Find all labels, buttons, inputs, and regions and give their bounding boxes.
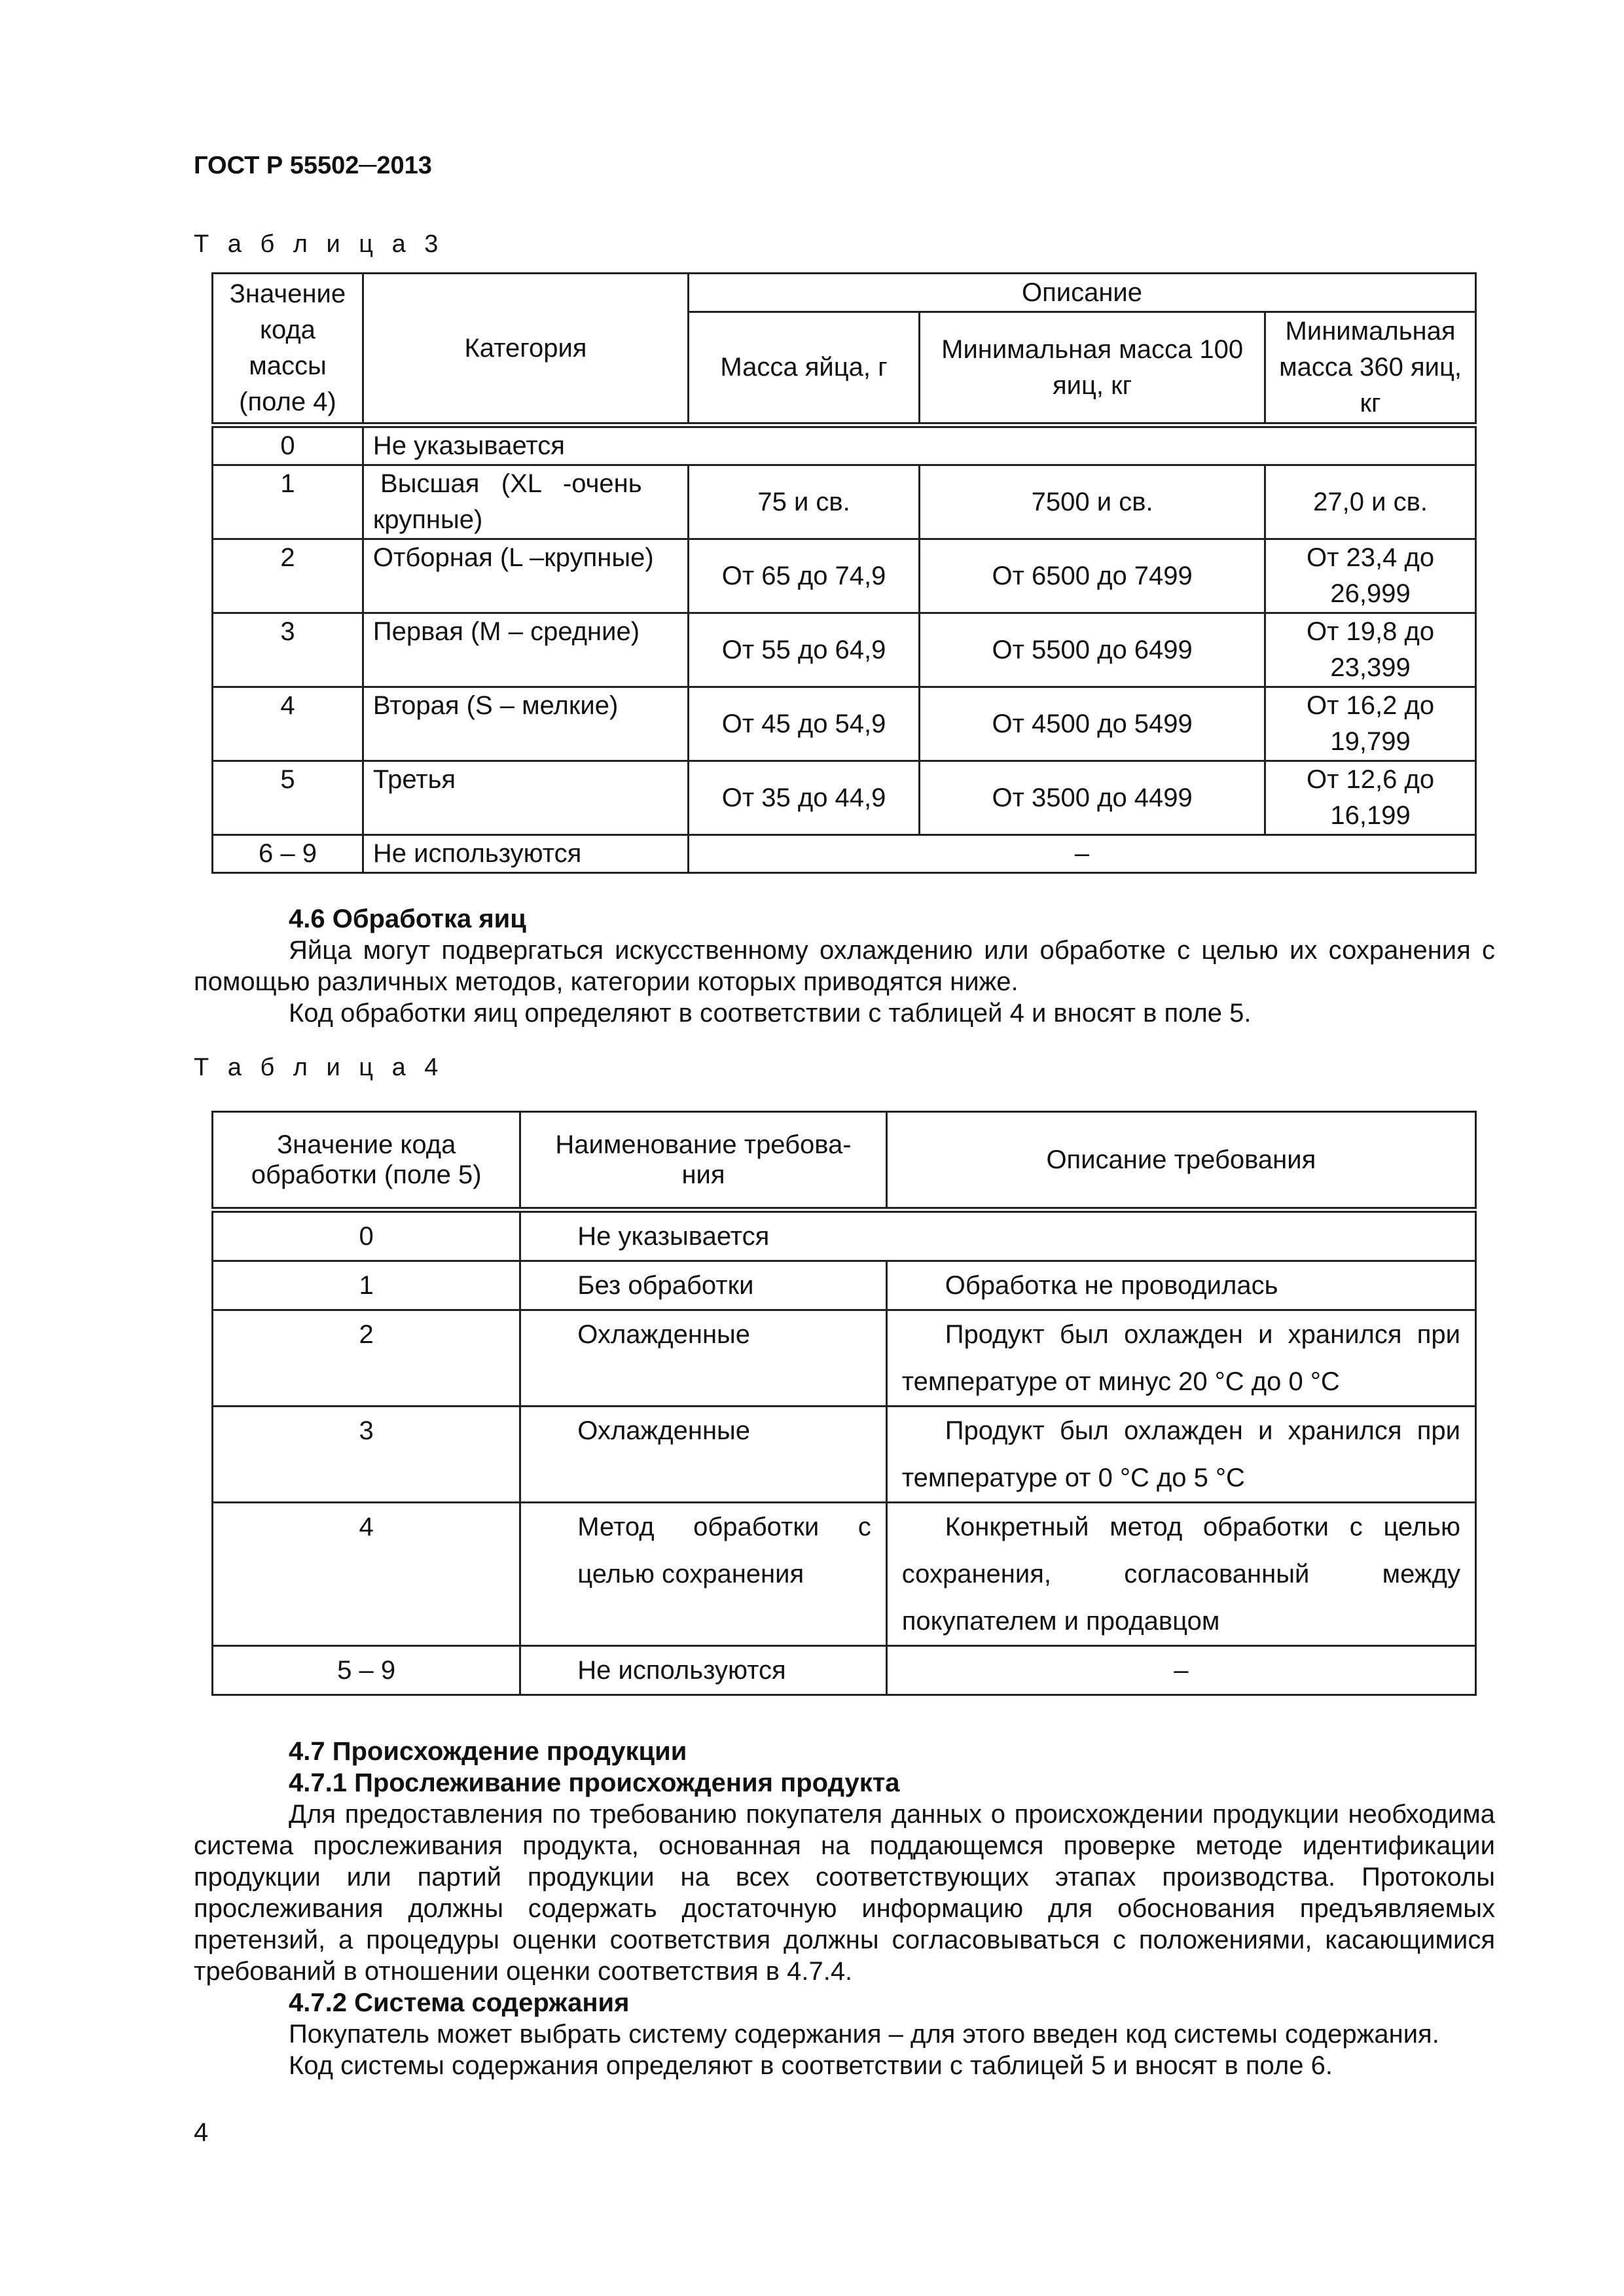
- t4-cell-name: Охлажденные: [520, 1407, 886, 1503]
- t3-cell-min100: 7500 и св.: [920, 465, 1265, 539]
- t3-cell-min100: От 3500 до 4499: [920, 761, 1265, 835]
- t3-cell-min360: От 16,2 до 19,799: [1265, 687, 1476, 761]
- t4-cell-name: Метод обработки с целью сохранения: [520, 1503, 886, 1646]
- t3-cell-min360: От 23,4 до 26,999: [1265, 539, 1476, 613]
- t4-cell-name: Не указывается: [520, 1210, 1476, 1261]
- t4-cell-desc: Конкретный метод обработки с целью сохранения, согласованный между покупателем и продавцом: [886, 1503, 1475, 1646]
- t3-cell-mass: От 65 до 74,9: [689, 539, 920, 613]
- paragraph: Яйца могут подвергаться искусственному охлаждению или обработке с целью их сохранения с помощью различных методов, категории которых приводятся ниже.: [194, 936, 1495, 996]
- table-row: [213, 1646, 1476, 1695]
- section-heading: 4.7 Происхождение продукции: [289, 1737, 687, 1766]
- t3-cell-min100: От 4500 до 5499: [920, 687, 1265, 761]
- table-row: [213, 1503, 1476, 1646]
- t3-header-description: Описание: [689, 274, 1476, 312]
- t3-cell-code: 5: [213, 761, 363, 835]
- table-row: [213, 465, 1476, 539]
- t3-cell-category: Третья: [363, 761, 688, 835]
- t3-cell-code: 4: [213, 687, 363, 761]
- t3-header-category: Категория: [363, 274, 688, 425]
- t4-cell-desc: Обработка не проводилась: [886, 1261, 1475, 1310]
- t3-cell-category: Высшая (XL -очень крупные): [363, 465, 688, 539]
- t4-cell-code: 1: [213, 1261, 520, 1310]
- table-row: [213, 1261, 1476, 1310]
- page-number: 4: [194, 2118, 209, 2147]
- t4-cell-code: 0: [213, 1210, 520, 1261]
- table3: [211, 272, 1477, 874]
- t3-header-min360: Минимальная масса 360 яиц, кг: [1265, 312, 1476, 425]
- t3-cell-mass: 75 и св.: [689, 465, 920, 539]
- t4-header-code: Значение кода обработки (поле 5): [213, 1112, 520, 1210]
- table4-caption: Т а б л и ц а 4: [194, 1054, 444, 1081]
- t3-cell-min360: От 12,6 до 16,199: [1265, 761, 1476, 835]
- paragraph: Код системы содержания определяют в соответствии с таблицей 5 и вносят в поле 6.: [289, 2051, 1333, 2080]
- t3-cell-min360: От 19,8 до 23,399: [1265, 613, 1476, 687]
- table-row: [213, 613, 1476, 687]
- t4-cell-code: 5 – 9: [213, 1646, 520, 1695]
- t3-cell-category: Не используются: [363, 835, 688, 873]
- t3-cell-dash: –: [689, 835, 1476, 873]
- t3-cell-category: Вторая (S – мелкие): [363, 687, 688, 761]
- table-row: [213, 687, 1476, 761]
- t3-cell-code: 3: [213, 613, 363, 687]
- t3-cell-code: 0: [213, 425, 363, 465]
- section-heading: 4.6 Обработка яиц: [289, 905, 526, 933]
- t4-cell-name: Не используются: [520, 1646, 886, 1695]
- table-row: [213, 1310, 1476, 1407]
- t4-cell-desc: –: [886, 1646, 1475, 1695]
- t3-cell-min100: От 5500 до 6499: [920, 613, 1265, 687]
- section-4-6: [194, 903, 1495, 1029]
- table-row: [213, 1210, 1476, 1261]
- t4-cell-name: Без обработки: [520, 1261, 886, 1310]
- t4-cell-code: 2: [213, 1310, 520, 1407]
- table4: [211, 1111, 1477, 1696]
- t3-cell-category: Первая (M – средние): [363, 613, 688, 687]
- t3-cell-mass: От 55 до 64,9: [689, 613, 920, 687]
- table-row: [213, 835, 1476, 873]
- t3-header-mass: Масса яйца, г: [689, 312, 920, 425]
- table-row: [213, 1407, 1476, 1503]
- table-row: [213, 425, 1476, 465]
- t3-cell-category: Не указывается: [363, 425, 1475, 465]
- t3-cell-min100: От 6500 до 7499: [920, 539, 1265, 613]
- t4-cell-code: 3: [213, 1407, 520, 1503]
- paragraph: Покупатель может выбрать систему содержания – для этого введен код системы содержания.: [289, 2020, 1439, 2049]
- t4-header-name: Наименование требова-ния: [520, 1112, 886, 1210]
- t3-cell-min360: 27,0 и св.: [1265, 465, 1476, 539]
- table-row: [213, 761, 1476, 835]
- paragraph: Код обработки яиц определяют в соответствии с таблицей 4 и вносят в поле 5.: [289, 999, 1252, 1028]
- t3-cell-mass: От 45 до 54,9: [689, 687, 920, 761]
- subsection-heading: 4.7.1 Прослеживание происхождения продукта: [289, 1768, 900, 1797]
- table3-caption: Т а б л и ц а 3: [194, 230, 444, 258]
- table-row: [213, 539, 1476, 613]
- t4-cell-name: Охлажденные: [520, 1310, 886, 1407]
- document-header: ГОСТ Р 55502─2013: [194, 152, 432, 179]
- t4-header-desc: Описание требования: [886, 1112, 1475, 1210]
- t3-cell-code: 6 – 9: [213, 835, 363, 873]
- section-4-7: [194, 1736, 1495, 2081]
- t3-cell-code: 1: [213, 465, 363, 539]
- t4-cell-desc: Продукт был охлажден и хранился при температуре от 0 °С до 5 °С: [886, 1407, 1475, 1503]
- t4-cell-code: 4: [213, 1503, 520, 1646]
- t3-header-min100: Минимальная масса 100 яиц, кг: [920, 312, 1265, 425]
- t3-cell-mass: От 35 до 44,9: [689, 761, 920, 835]
- t3-header-code: Значение кода массы (поле 4): [213, 274, 363, 425]
- paragraph: Для предоставления по требованию покупателя данных о происхождении продукции необходима система прослеживания продукта, основанная на поддающемся проверке методе идентификации продукции или партий продукции на всех соответствующих этапах производства. Протоколы прослеживания должны содержать достаточную информацию для обоснования предъявляемых претензий, а процедуры оценки соответствия должны согласовываться с положениями, касающимися требований в отношении оценки соответствия в 4.7.4.: [194, 1800, 1495, 1986]
- subsection-heading: 4.7.2 Система содержания: [289, 1988, 630, 2017]
- t4-cell-desc: Продукт был охлажден и хранился при температуре от минус 20 °С до 0 °С: [886, 1310, 1475, 1407]
- t3-cell-category: Отборная (L –крупные): [363, 539, 688, 613]
- t3-cell-code: 2: [213, 539, 363, 613]
